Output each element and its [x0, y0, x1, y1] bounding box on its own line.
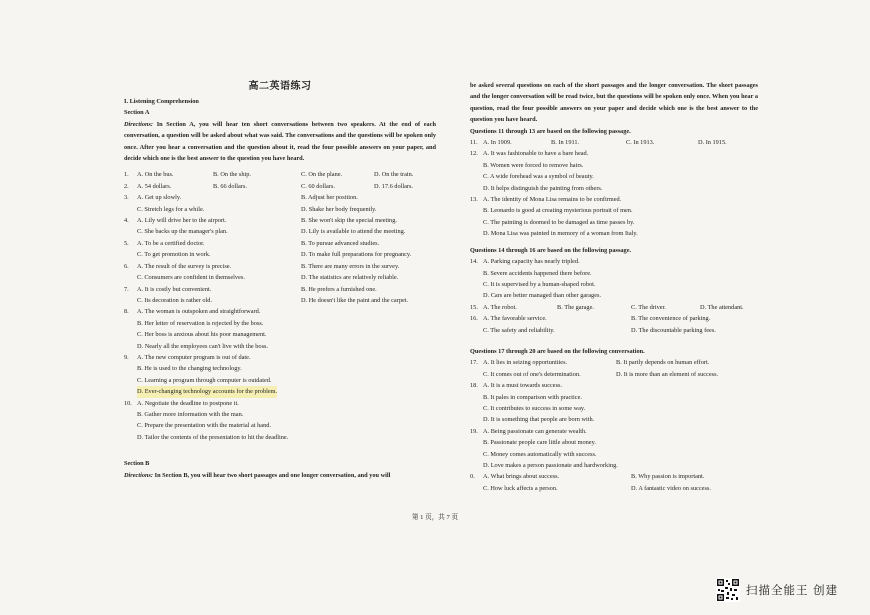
option-c: C. How luck affects a person. [483, 484, 558, 492]
option-b: B. Why passion is important. [631, 473, 705, 481]
option-c: C. Learning a program through computer is outdated. [137, 376, 272, 384]
option-a: A. To be a certified doctor. [137, 239, 205, 247]
option-c: C. A wide forehead was a symbol of beauty. [483, 173, 594, 181]
directions-label: Directions: [124, 120, 154, 128]
option-b: B. Severe accidents happened there before. [483, 269, 592, 277]
option-d: D. Tailor the contents of the presentation to hit the deadline. [137, 433, 289, 441]
question-15: 15. A. The robot. B. The garage. C. The driver. D. The attendant. [470, 302, 758, 313]
section-a-directions [124, 119, 436, 165]
directions-text: In Section A, you will hear ten short conversations between two speakers. At the end of each conversation, a question will be asked about what was said. The conversations and the questions will be spoken only once. After you hear a conversation and the question about it, read the four possible answers on your paper, and decide which one is the best answer to the question you have heard. [124, 120, 437, 163]
option-d: D. It helps distinguish the painting from others. [483, 184, 603, 192]
option-a: A. The robot. [483, 303, 517, 311]
option-d: D. The attendant. [700, 303, 744, 311]
option-d: D. Shake her body frequently. [301, 205, 377, 213]
question-19: 19. A. Being passionate can generate wealth. B. Passionate people care little about money. C. Money comes automatically with success. D. Love makes a person passionate and hardworking. [470, 426, 758, 472]
option-a: A. The woman is outspoken and straightforward. [137, 308, 261, 316]
option-a: A. Negotiate the deadline to postpone it. [137, 399, 239, 407]
option-a: A. On the bus. [137, 171, 174, 179]
option-b: B. It pales in comparison with practice. [483, 393, 582, 401]
option-d: D. In 1915. [698, 139, 727, 147]
question-6: 6. A. The result of the survey is precise. B. There are many errors in the survey. C. Consumers are confident in themselves. D. The statistics are relatively reliable. [124, 261, 436, 284]
option-b: B. Leonardo is good at creating mysterious portrait of men. [483, 207, 633, 215]
option-c: C. Its decoration is rather old. [137, 296, 213, 304]
option-c: C. 60 dollars. [301, 182, 335, 190]
option-d: D. He doesn't like the paint and the carpet. [301, 296, 409, 304]
option-c: C. Prepare the presentation with the material at hand. [137, 422, 271, 430]
option-b: B. The garage. [557, 303, 594, 311]
qr-code-icon [716, 578, 740, 602]
option-c: C. She backs up the manager's plan. [137, 228, 228, 236]
option-a: A. 54 dollars. [137, 182, 172, 190]
option-c: C. Stretch legs for a while. [137, 205, 205, 213]
option-a: A. It lies in seizing opportunities. [483, 359, 568, 367]
passage-heading-1: Questions 11 through 13 are based on the following passage. [470, 127, 631, 135]
option-a: A. It is a must towards success. [483, 382, 563, 390]
question-3: 3. A. Get up slowly. B. Adjust her position. C. Stretch legs for a while. D. Shake her body frequently. [124, 192, 436, 215]
option-d: D. 17.6 dollars. [374, 182, 414, 190]
option-a: A. It is costly but convenient. [137, 285, 212, 293]
option-c: C. On the plane. [301, 171, 343, 179]
option-a: A. The favorable service. [483, 315, 547, 323]
question-5: 5. A. To be a certified doctor. B. To pursue advanced studies. C. To get promotion in work. D. To make full preparations for pregnancy. [124, 238, 436, 261]
option-b: B. Women were forced to remove hairs. [483, 161, 584, 169]
option-b: B. There are many errors in the survey. [301, 262, 400, 270]
option-d: D. To make full preparations for pregnancy. [301, 251, 412, 259]
section-b-directions [124, 470, 436, 481]
option-d: D. Mona Lisa was painted in memory of a woman from Italy. [483, 230, 638, 238]
scanner-watermark [716, 577, 838, 603]
option-d: D. The discountable parking fees. [631, 326, 716, 334]
option-a: A. Lily will drive her to the airport. [137, 217, 227, 225]
option-b: B. To pursue advanced studies. [301, 239, 380, 247]
section-b-directions-continued: be asked several questions on each of the short passages and the longer conversation. The short passages and the longer conversation will be read twice, but the questions will be spoken only once. When you hear a question, read the four possible answers on your paper and decide which one is the best answer to the question you have heard. [470, 82, 758, 124]
scanner-label: 扫描全能王 创建 [746, 583, 839, 597]
section-b-heading: Section B [124, 460, 150, 468]
option-d: D. Nearly all the employees can't live with the boss. [137, 342, 269, 350]
option-b: B. Her letter of reservation is rejected by the boss. [137, 319, 264, 327]
left-column [124, 80, 436, 481]
option-b: B. Adjust her position. [301, 194, 358, 202]
option-b: B. He is used to the changing technology. [137, 365, 242, 373]
option-c: C. To get promotion in work. [137, 251, 211, 259]
option-b: B. 66 dollars. [213, 182, 247, 190]
directions-text: In Section B, you will hear two short passages and one longer conversation, and you will [154, 471, 391, 479]
option-d: D. A fantastic video on success. [631, 484, 711, 492]
option-b: B. It partly depends on human effort. [616, 359, 710, 367]
option-a: A. What brings about success. [483, 473, 560, 481]
question-4: 4. A. Lily will drive her to the airport. B. She won't skip the special meeting. C. She backs up the manager's plan. D. Lily is available to attend the meeting. [124, 215, 436, 238]
option-d: D. Love makes a person passionate and hardworking. [483, 462, 618, 469]
option-a: A. Parking capacity has nearly tripled. [483, 258, 580, 266]
option-b: B. The convenience of parking. [631, 315, 711, 323]
question-12: 12. A. It was fashionable to have a bare head. B. Women were forced to remove hairs. C. A wide forehead was a symbol of beauty. D. It helps distinguish the painting from others. [470, 148, 758, 194]
option-a: A. The identity of Mona Lisa remains to be confirmed. [483, 196, 622, 204]
part-heading: I. Listening Comprehension [124, 98, 199, 105]
option-c: C. In 1913. [626, 139, 655, 147]
option-d: D. On the train. [374, 171, 414, 179]
question-9: 9. A. The new computer program is out of date. B. He is used to the changing technology. C. Learning a program through computer is outdated. D. Ever-changing technology accounts for the problem. [124, 352, 436, 398]
page-number: 第 1 页，共 7 页 [411, 514, 459, 521]
option-d: D. Lily is available to attend the meeting. [301, 228, 406, 236]
option-d: D. Ever-changing technology accounts for the problem. [137, 386, 277, 397]
option-b: B. Passionate people care little about money. [483, 439, 596, 447]
question-16: 16. A. The favorable service. B. The convenience of parking. C. The safety and reliability. D. The discountable parking fees. [470, 313, 758, 336]
passage-heading-3: Questions 17 through 20 are based on the following conversation. [470, 347, 645, 355]
option-c: C. The painting is doomed to be damaged as time passes by. [483, 218, 635, 226]
option-a: A. The new computer program is out of date. [137, 353, 251, 361]
option-a: A. It was fashionable to have a bare head. [483, 150, 589, 158]
question-7: 7. A. It is costly but convenient. B. He prefers a furnished one. C. Its decoration is rather old. D. He doesn't like the paint and the carpet. [124, 284, 436, 307]
question-17: 17. A. It lies in seizing opportunities. B. It partly depends on human effort. C. It comes out of one's determination. D. It is more than an element of success. [470, 357, 758, 380]
option-b: B. Gather more information with the man. [137, 410, 244, 418]
option-d: D. It is more than an element of success. [616, 370, 719, 378]
option-a: A. Being passionate can generate wealth. [483, 427, 587, 435]
option-c: C. The driver. [631, 303, 666, 311]
option-c: C. Her boss is anxious about his poor management. [137, 331, 267, 339]
passage-heading-2: Questions 14 through 16 are based on the following passage. [470, 246, 632, 254]
option-d: D. It is something that people are born with. [483, 416, 595, 424]
question-11: 11. A. In 1909. B. In 1911. C. In 1913. D. In 1915. [470, 137, 758, 148]
option-d: D. The statistics are relatively reliable. [301, 274, 399, 282]
option-a: A. Get up slowly. [137, 194, 182, 202]
option-a: A. The result of the survey is precise. [137, 262, 232, 270]
option-b: B. In 1911. [551, 139, 580, 147]
option-b: B. She won't skip the special meeting. [301, 217, 397, 225]
question-8: 8. A. The woman is outspoken and straightforward. B. Her letter of reservation is rejected by the boss. C. Her boss is anxious about his poor management. D. Nearly all the employees can't live with the boss. [124, 306, 436, 352]
option-b: B. On the ship. [213, 171, 251, 179]
question-14: 14. A. Parking capacity has nearly tripled. B. Severe accidents happened there before. C. It is supervised by a human-shaped robot. D. Cars are better managed than other garages. [470, 256, 758, 302]
option-c: C. It is supervised by a human-shaped robot. [483, 280, 596, 288]
option-d: D. Cars are better managed than other garages. [483, 292, 602, 300]
directions-label: Directions: [124, 471, 154, 479]
question-10: 10. A. Negotiate the deadline to postpone it. B. Gather more information with the man. C. Prepare the presentation with the material at hand. D. Tailor the contents of the presentation to hit the deadline. [124, 398, 436, 444]
question-2: 2. A. 54 dollars. B. 66 dollars. C. 60 dollars. D. 17.6 dollars. [124, 181, 436, 192]
question-13: 13. A. The identity of Mona Lisa remains to be confirmed. B. Leonardo is good at creating mysterious portrait of men. C. The painting is doomed to be damaged as time passes by. D. Mona Lisa was painted in memory of a woman from Italy. [470, 194, 758, 240]
right-column [470, 80, 758, 494]
question-20: 0. A. What brings about success. B. Why passion is important. C. How luck affects a person. D. A fantastic video on success. [470, 471, 758, 494]
option-c: C. The safety and reliability. [483, 326, 555, 334]
option-c: C. It contributes to success in some way. [483, 404, 586, 412]
question-1: 1. A. On the bus. B. On the ship. C. On the plane. D. On the train. [124, 169, 436, 180]
option-a: A. In 1909. [483, 139, 512, 147]
page-title: 高二英语练习 [248, 81, 312, 92]
option-c: C. Consumers are confident in themselves. [137, 274, 245, 282]
section-a-heading: Section A [124, 109, 150, 117]
option-c: C. It comes out of one's determination. [483, 370, 581, 378]
option-c: C. Money comes automatically with success. [483, 450, 597, 458]
option-b: B. He prefers a furnished one. [301, 285, 377, 293]
question-18: 18. A. It is a must towards success. B. It pales in comparison with practice. C. It contributes to success in some way. D. It is something that people are born with. [470, 380, 758, 426]
